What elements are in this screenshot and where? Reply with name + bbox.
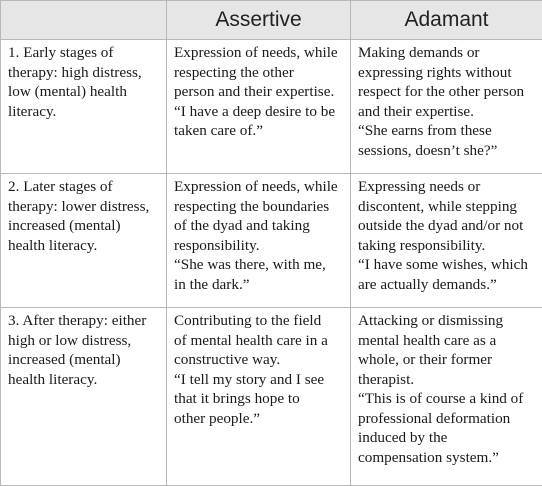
table-row [1,174,542,308]
cell-line: person and their expertise. [174,82,344,102]
cell-line: 3. After therapy: either [8,311,160,331]
cell-line: sessions, doesn’t she?” [358,141,536,161]
cell-line: Expression of needs, while [174,43,344,63]
header-assertive: Assertive [167,1,351,40]
cell-line: health literacy. [8,236,160,256]
cell-line: therapy: lower distress, [8,197,160,217]
adamant-cell [351,40,542,174]
header-adamant: Adamant [351,1,542,40]
stage-cell [1,308,167,486]
cell-line: increased (mental) [8,216,160,236]
cell-line: discontent, while stepping [358,197,536,217]
cell-line: mental health care as a [358,331,536,351]
table-row [1,308,542,486]
assertive-cell [167,40,351,174]
cell-line: respecting the other [174,63,344,83]
cell-line: outside the dyad and/or not [358,216,536,236]
cell-line: Expressing needs or [358,177,536,197]
stage-cell [1,174,167,308]
adamant-cell [351,308,542,486]
cell-line: professional deformation [358,409,536,429]
cell-line: “I tell my story and I see [174,370,344,390]
adamant-cell [351,174,542,308]
cell-line: “I have a deep desire to be [174,102,344,122]
cell-line: and their expertise. [358,102,536,122]
assertive-cell [167,174,351,308]
cell-line: whole, or their former [358,350,536,370]
cell-line: other people.” [174,409,344,429]
cell-line: “She was there, with me, [174,255,344,275]
cell-line: expressing rights without [358,63,536,83]
cell-line: low (mental) health [8,82,160,102]
cell-line: literacy. [8,102,160,122]
cell-line: that it brings hope to [174,389,344,409]
assertive-cell [167,308,351,486]
cell-line: health literacy. [8,370,160,390]
cell-line: Expression of needs, while [174,177,344,197]
cell-line: taking responsibility. [358,236,536,256]
cell-line: are actually demands.” [358,275,536,295]
cell-line: respect for the other person [358,82,536,102]
cell-line: high or low distress, [8,331,160,351]
cell-line: therapy: high distress, [8,63,160,83]
cell-line: “She earns from these [358,121,536,141]
cell-line: of the dyad and taking [174,216,344,236]
cell-line: “I have some wishes, which [358,255,536,275]
cell-line: compensation system.” [358,448,536,468]
cell-line: constructive way. [174,350,344,370]
cell-line: 2. Later stages of [8,177,160,197]
cell-line: of mental health care in a [174,331,344,351]
stage-cell [1,40,167,174]
cell-line: Making demands or [358,43,536,63]
header-blank [1,1,167,40]
cell-line: 1. Early stages of [8,43,160,63]
cell-line: taken care of.” [174,121,344,141]
cell-line: Attacking or dismissing [358,311,536,331]
cell-line: therapist. [358,370,536,390]
cell-line: respecting the boundaries [174,197,344,217]
cell-line: increased (mental) [8,350,160,370]
cell-line: “This is of course a kind of [358,389,536,409]
cell-line: induced by the [358,428,536,448]
header-row [1,1,542,40]
table-row [1,40,542,174]
cell-line: responsibility. [174,236,344,256]
cell-line: in the dark.” [174,275,344,295]
cell-line: Contributing to the field [174,311,344,331]
